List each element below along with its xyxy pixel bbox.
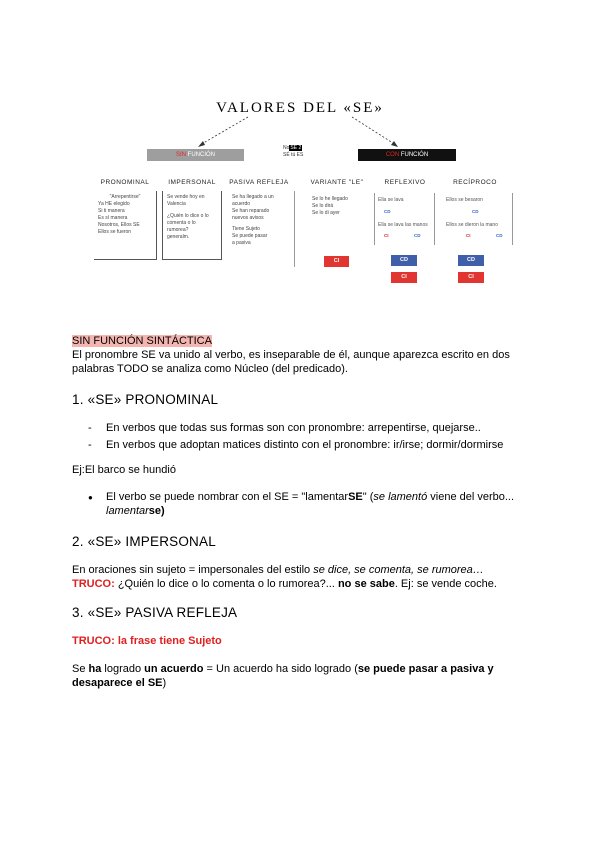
list-item: ● El verbo se puede nombrar con el SE = "lamentarSE" (se lamentó viene del verbo... lamentarse) xyxy=(72,490,542,518)
col-box-variante: Se lo he llegado Se lo dirá Se lo di ayer xyxy=(308,193,375,245)
middle-note: NoSÉ 2 SÉ tú ES xyxy=(283,145,304,158)
pronominal-example: Ej:El barco se hundió xyxy=(72,464,176,476)
section-sin-funcion xyxy=(72,334,542,376)
section-heading: SIN FUNCIÓN SINTÁCTICA xyxy=(72,335,212,347)
tag-ci-reflexivo: CI xyxy=(391,272,417,283)
cd-mark: CD xyxy=(496,233,503,238)
impersonal-body: En oraciones sin sujeto = impersonales del estilo se dice, se comenta, se rumorea… TRUCO: ¿Quién lo dice o lo comenta o lo rumorea?... no se sabe. Ej: se vende coche. xyxy=(72,564,497,590)
tag-cd-reflexivo: CD xyxy=(391,255,417,266)
heading-pasiva-refleja: 3. «SE» PASIVA REFLEJA xyxy=(72,605,238,620)
list-item: - En verbos que todas sus formas son con pronombre: arrepentirse, quejarse.. xyxy=(72,421,542,435)
list-item: - En verbos que adoptan matices distinto con el pronombre: ir/irse; dormir/dormirse xyxy=(72,438,542,452)
heading-impersonal: 2. «SE» IMPERSONAL xyxy=(72,534,216,549)
tag-ci-variante: CI xyxy=(324,256,349,267)
col-header-reciproco: RECÍPROCO xyxy=(453,179,497,186)
tag-ci-reciproco: CI xyxy=(458,272,484,283)
pasiva-body: Se ha logrado un acuerdo = Un acuerdo ha sido logrado (se puede pasar a pasiva y desaparece el SE) xyxy=(72,663,494,689)
col-box-reflexivo: Ella se lava CD Ella se lava las manos CI CD xyxy=(372,193,435,245)
diagram-title: VALORES DEL «SE» xyxy=(216,100,384,116)
col-header-variante: VARIANTE "LE" xyxy=(310,179,364,186)
con-funcion-bar: CON FUNCIÓN xyxy=(358,149,456,161)
col-header-impersonal: IMPERSONAL xyxy=(168,179,216,186)
col-header-reflexivo: REFLEXIVO xyxy=(384,179,426,186)
ci-mark: CI xyxy=(384,233,389,238)
col-box-pasiva: Se ha llegado a un acuerdo Se han reparado nuevos avisos Tiene Sujeto Se puede pasar a pasiva xyxy=(228,191,295,267)
col-header-pronominal: PRONOMINAL xyxy=(100,179,150,186)
heading-pronominal: 1. «SE» PRONOMINAL xyxy=(72,392,219,407)
col-header-pasiva: PASIVA REFLEJA xyxy=(229,179,289,186)
sin-funcion-bar: SIN FUNCIÓN xyxy=(147,149,244,161)
section-body: El pronombre SE va unido al verbo, es inseparable de él, aunque aparezca escrito en dos palabras TODO se analiza como Núcleo (del predicado). xyxy=(72,349,510,375)
tag-cd-reciproco: CD xyxy=(458,255,484,266)
cd-mark: CD xyxy=(414,233,421,238)
pronominal-bullets xyxy=(72,421,542,455)
ci-mark: CI xyxy=(466,233,471,238)
cd-mark: CD xyxy=(384,209,391,214)
cd-mark: CD xyxy=(472,209,479,214)
col-box-reciproco: Ellos se besaron CD Ellos se dieron la mano CI CD xyxy=(442,193,513,245)
col-box-pronominal: "Arrepentirse" Ya HE elegido Si ti manera Es sí manera Nosotros, Ellos SE Ellos se fueron xyxy=(94,191,157,260)
col-box-impersonal: Se vende hoy en Valencia ¿Quién lo dice o lo comenta o lo rumorea? generalm. xyxy=(162,191,222,260)
pasiva-truco: TRUCO: la frase tiene Sujeto xyxy=(72,635,222,647)
pronominal-dot-list xyxy=(72,490,542,518)
